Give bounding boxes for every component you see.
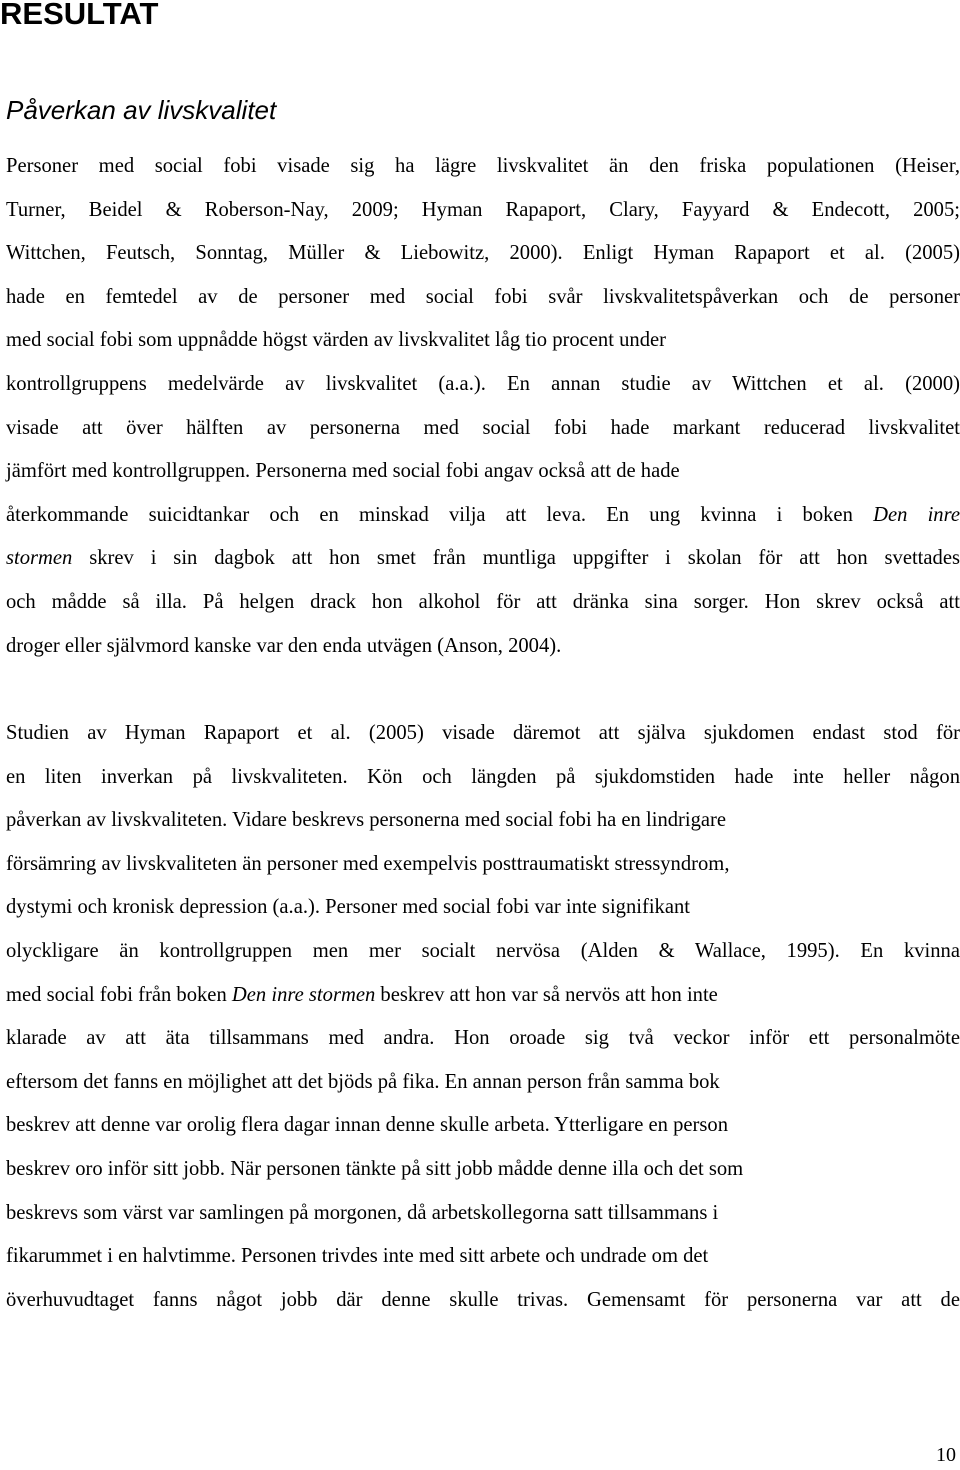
text-line: Studien av Hyman Rapaport et al. (2005) visade däremot att själva sjukdomen endast stod för xyxy=(6,722,960,744)
text-line: påverkan av livskvaliteten. Vidare beskrevs personerna med social fobi ha en lindrigare xyxy=(6,809,727,832)
text-line: överhuvudtaget fanns något jobb där denne skulle trivas. Gemensamt för personerna var att de xyxy=(6,1288,960,1311)
text-line: en liten inverkan på livskvaliteten. Kön och längden på sjukdomstiden hade inte heller någon xyxy=(6,765,960,788)
section-subheading: Påverkan av livskvalitet xyxy=(6,95,277,125)
text-line: beskrev att denne var orolig flera dagar innan denne skulle arbeta. Ytterligare en person xyxy=(6,1114,728,1137)
text-line: Turner, Beidel & Roberson-Nay, 2009; Hyman Rapaport, Clary, Fayyard & Endecott, 2005; xyxy=(6,198,960,221)
paragraph-2 xyxy=(6,712,960,1322)
text-line: hade en femtedel av de personer med social fobi svår livskvalitetspåverkan och de personer xyxy=(6,285,960,308)
text-line: med social fobi från boken Den inre stormen beskrev att hon var så nervös att hon inte xyxy=(6,983,718,1006)
paragraph-1 xyxy=(6,145,960,668)
text-line: försämring av livskvaliteten än personer med exempelvis posttraumatiskt stressyndrom, xyxy=(6,852,730,875)
text-line: återkommande suicidtankar och en minskad vilja att leva. En ung kvinna i boken Den inre xyxy=(6,503,960,526)
text-line: och mådde så illa. På helgen drack hon alkohol för att dränka sina sorger. Hon skrev också att xyxy=(6,590,960,613)
text-line: kontrollgruppens medelvärde av livskvalitet (a.a.). En annan studie av Wittchen et al. (2000) xyxy=(6,372,960,395)
text-line: Wittchen, Feutsch, Sonntag, Müller & Liebowitz, 2000). Enligt Hyman Rapaport et al. (2005) xyxy=(6,242,960,265)
book-title: Den inre xyxy=(873,503,960,526)
text-line: visade att över hälften av personerna med social fobi hade markant reducerad livskvalitet xyxy=(6,416,960,439)
book-title: Den inre stormen xyxy=(231,983,376,1006)
text-line: droger eller självmord kanske var den enda utvägen (Anson, 2004). xyxy=(6,634,562,657)
text-line: eftersom det fanns en möjlighet att det bjöds på fika. En annan person från samma bok xyxy=(6,1070,720,1093)
page-heading: RESULTAT xyxy=(0,0,159,31)
text-line: med social fobi som uppnådde högst värden av livskvalitet låg tio procent under xyxy=(6,329,666,352)
text-line: olyckligare än kontrollgruppen men mer socialt nervösa (Alden & Wallace, 1995). En kvinna xyxy=(6,939,960,962)
text-line: klarade av att äta tillsammans med andra. Hon oroade sig två veckor inför ett personalmöte xyxy=(6,1027,960,1050)
page-number: 10 xyxy=(936,1444,956,1466)
text-line: Personer med social fobi visade sig ha lägre livskvalitet än den friska populationen (Heiser, xyxy=(6,155,960,177)
text-line: dystymi och kronisk depression (a.a.). Personer med social fobi var inte signifikant xyxy=(6,896,691,919)
text-line: stormen skrev i sin dagbok att hon smet från muntliga uppgifter i skolan för att hon svettades xyxy=(6,547,960,570)
text-line: beskrevs som värst var samlingen på morgonen, då arbetskollegorna satt tillsammans i xyxy=(6,1201,719,1224)
text-line: jämfört med kontrollgruppen. Personerna med social fobi angav också att de hade xyxy=(6,460,680,483)
text-line: beskrev oro inför sitt jobb. När personen tänkte på sitt jobb mådde denne illa och det som xyxy=(6,1157,744,1180)
book-title: stormen xyxy=(6,547,73,570)
text-line: fikarummet i en halvtimme. Personen trivdes inte med sitt arbete och undrade om det xyxy=(6,1245,709,1268)
